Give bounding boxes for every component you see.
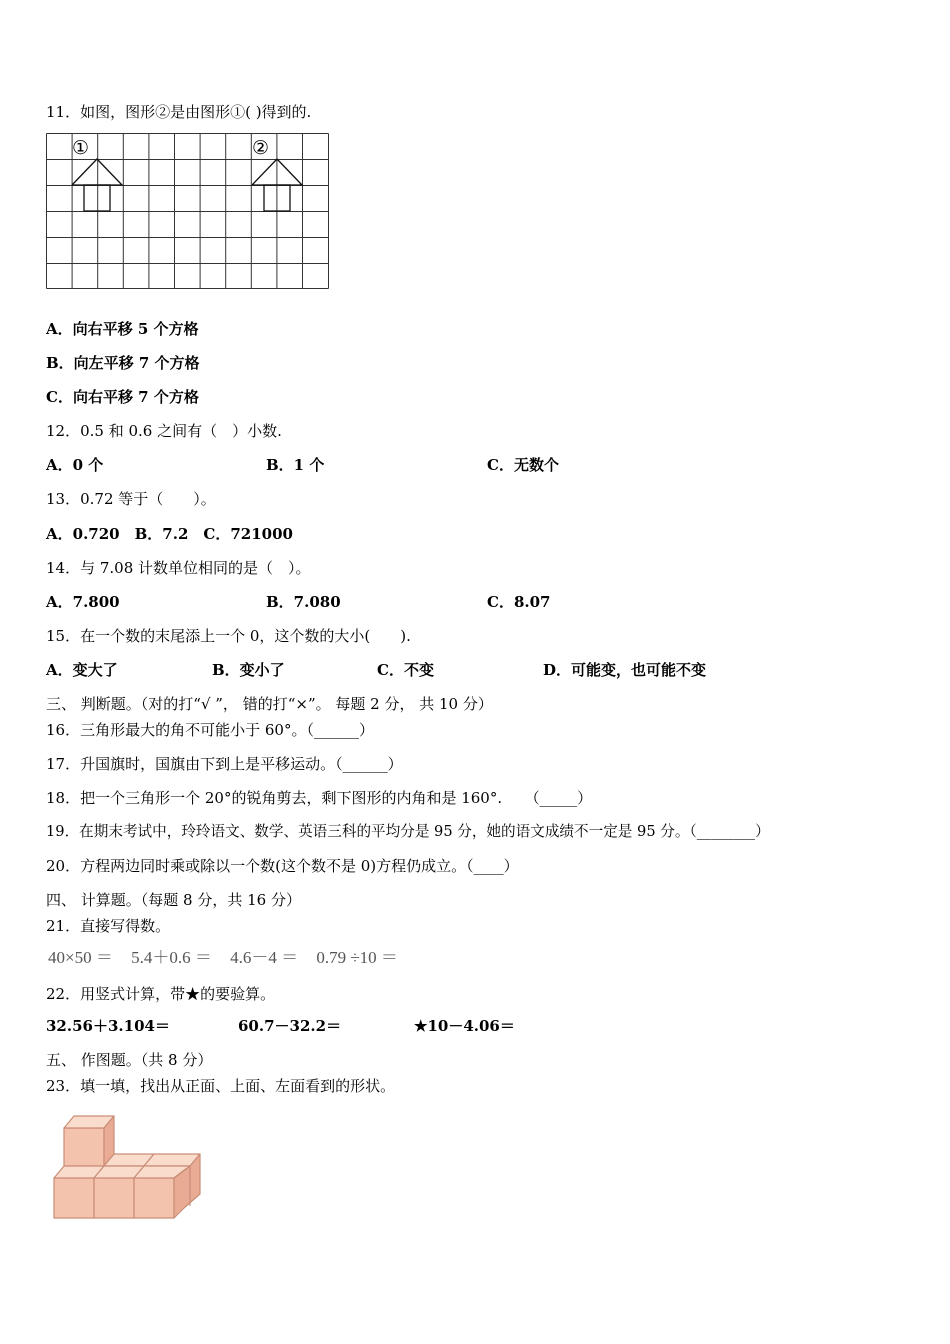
- q21-items: [48, 948, 412, 968]
- cube-front-face: [94, 1178, 134, 1218]
- q14-option-c: C．8.07: [487, 593, 551, 611]
- q18: 18．把一个三角形一个 20°的锐角剪去，剩下图形的内角和是 160°. （_____）: [46, 789, 593, 807]
- q13-options: A．0.720 B．7.2 C．721000: [46, 525, 293, 543]
- section-3-heading: 三、 判断题。（对的打“√ ”， 错的打“×”。 每题 2 分， 共 10 分）: [46, 695, 493, 713]
- q22-item: 32.56＋3.104＝: [46, 1017, 170, 1035]
- q21-item: 40×50 ＝: [48, 948, 113, 967]
- q15-stem: 15．在一个数的末尾添上一个 0，这个数的大小( ).: [46, 627, 411, 645]
- section-4-heading: 四、 计算题。（每题 8 分，共 16 分）: [46, 891, 301, 909]
- figure-label-2: ②: [252, 137, 270, 159]
- q21-item: 4.6－4 ＝: [230, 948, 299, 967]
- q21-item: 0.79 ÷10 ＝: [316, 948, 398, 967]
- translation-grid-figure: [46, 133, 330, 291]
- cube-front-face: [134, 1178, 174, 1218]
- q21-item: 5.4＋0.6 ＝: [131, 948, 212, 967]
- q13-stem: 13．0.72 等于（ ）。: [46, 490, 216, 508]
- q19: 19．在期末考试中，玲玲语文、数学、英语三科的平均分是 95 分，她的语文成绩不一定是 95 分。（________）: [46, 823, 770, 840]
- section-5-heading: 五、 作图题。（共 8 分）: [46, 1051, 213, 1069]
- q11-stem: 11．如图，图形②是由图形①( )得到的.: [46, 103, 312, 121]
- q15-option-d: D．可能变，也可能不变: [543, 661, 707, 679]
- q14-stem: 14．与 7.08 计数单位相同的是（ ）。: [46, 559, 311, 577]
- cube-front-face: [54, 1178, 94, 1218]
- q12-option-b: B．1 个: [266, 456, 325, 474]
- q12-option-c: C．无数个: [487, 456, 559, 474]
- q15-option-c: C．不变: [377, 661, 434, 679]
- q15-option-b: B．变小了: [212, 661, 285, 679]
- q11-option-c: C．向右平移 7 个方格: [46, 388, 199, 406]
- q23-stem: 23．填一填，找出从正面、上面、左面看到的形状。: [46, 1077, 396, 1095]
- q22-item: 60.7－32.2＝: [238, 1017, 342, 1035]
- figure-label-1: ①: [72, 137, 90, 159]
- q22-item: ★10－4.06＝: [414, 1017, 515, 1035]
- q12-stem: 12．0.5 和 0.6 之间有（ ）小数.: [46, 422, 282, 440]
- q11-option-b: B．向左平移 7 个方格: [46, 354, 200, 372]
- q22-stem: 22．用竖式计算，带★的要验算。: [46, 985, 276, 1003]
- cube-stack-figure: [50, 1108, 206, 1222]
- q16: 16．三角形最大的角不可能小于 60°。（______）: [46, 721, 374, 739]
- q17: 17．升国旗时，国旗由下到上是平移运动。（______）: [46, 755, 403, 773]
- q12-option-a: A．0 个: [46, 456, 104, 474]
- q20: 20．方程两边同时乘或除以一个数(这个数不是 0)方程仍成立。（____）: [46, 857, 519, 875]
- cube-front-face: [64, 1128, 104, 1166]
- q11-option-a: A．向右平移 5 个方格: [46, 320, 199, 338]
- q15-option-a: A．变大了: [46, 661, 118, 679]
- q14-option-a: A．7.800: [46, 593, 120, 611]
- q14-option-b: B．7.080: [266, 593, 341, 611]
- q21-stem: 21．直接写得数。: [46, 917, 171, 935]
- arrow-shape-1: [72, 159, 122, 211]
